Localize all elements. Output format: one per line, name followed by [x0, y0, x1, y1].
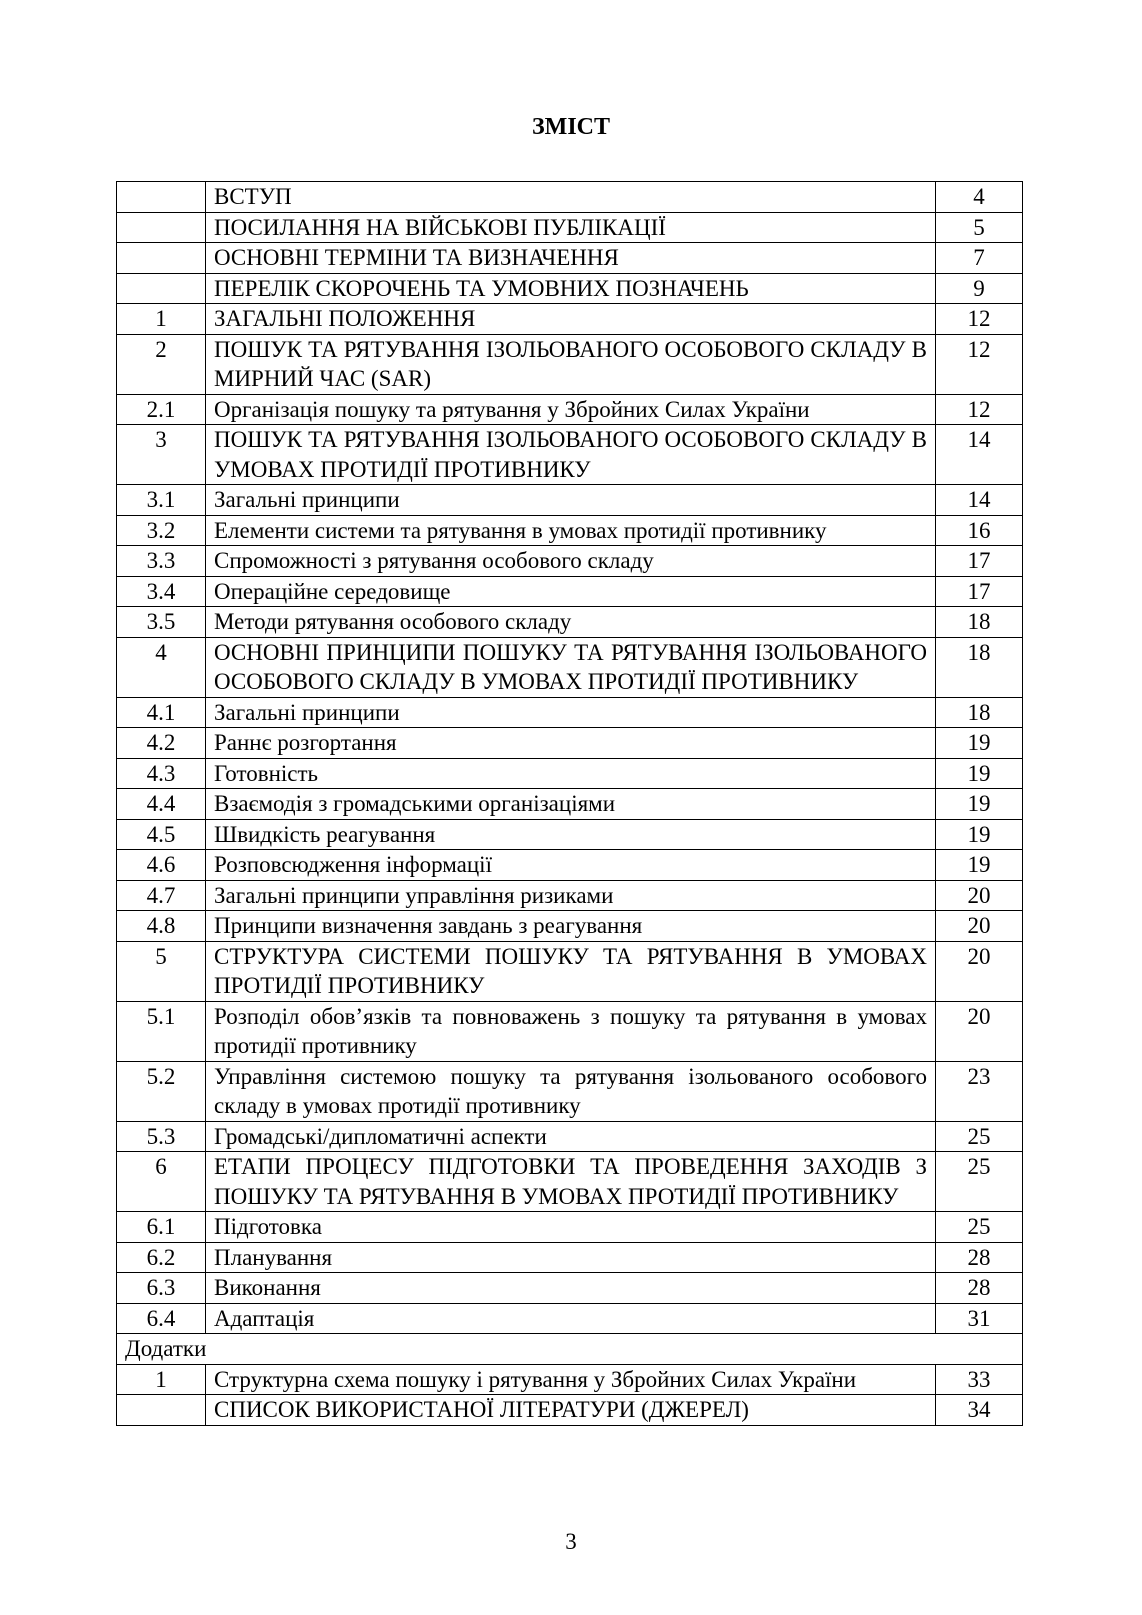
- toc-row: [117, 1212, 1023, 1243]
- entry-number: 4.5: [117, 819, 206, 850]
- entry-page: 25: [936, 1152, 1023, 1212]
- entry-page: 17: [936, 576, 1023, 607]
- entry-title: Принципи визначення завдань з реагування: [206, 911, 936, 942]
- toc-row: [117, 880, 1023, 911]
- entry-title: Загальні принципи: [206, 485, 936, 516]
- entry-page: 12: [936, 394, 1023, 425]
- toc-row: [117, 546, 1023, 577]
- toc-row: [117, 789, 1023, 820]
- entry-page: 19: [936, 819, 1023, 850]
- entry-number: 5: [117, 941, 206, 1001]
- toc-row: [117, 728, 1023, 759]
- entry-page: 18: [936, 697, 1023, 728]
- entry-number: 4.6: [117, 850, 206, 881]
- toc-row: [117, 485, 1023, 516]
- entry-page: 23: [936, 1061, 1023, 1121]
- entry-number: 3: [117, 425, 206, 485]
- entry-number: 4.3: [117, 758, 206, 789]
- entry-page: 19: [936, 850, 1023, 881]
- entry-title: Взаємодія з громадськими організаціями: [206, 789, 936, 820]
- entry-number: 6.2: [117, 1242, 206, 1273]
- entry-page: 7: [936, 243, 1023, 274]
- entry-number: 1: [117, 304, 206, 335]
- entry-title: ПОШУК ТА РЯТУВАННЯ ІЗОЛЬОВАНОГО ОСОБОВОГО СКЛАДУ В МИРНИЙ ЧАС (SAR): [206, 334, 936, 394]
- entry-number: 6.4: [117, 1303, 206, 1334]
- entry-page: 4: [936, 182, 1023, 213]
- toc-row: [117, 334, 1023, 394]
- toc-row: [117, 425, 1023, 485]
- entry-title: Підготовка: [206, 1212, 936, 1243]
- entry-number: 4.7: [117, 880, 206, 911]
- entry-number: 3.2: [117, 515, 206, 546]
- toc-row: [117, 394, 1023, 425]
- entry-number: [117, 273, 206, 304]
- annex-row: [117, 1395, 1023, 1426]
- entry-title: СПИСОК ВИКОРИСТАНОЇ ЛІТЕРАТУРИ (ДЖЕРЕЛ): [206, 1395, 936, 1426]
- entry-title: Методи рятування особового складу: [206, 607, 936, 638]
- entry-page: 20: [936, 1001, 1023, 1061]
- entry-number: 1: [117, 1364, 206, 1395]
- entry-title: Загальні принципи управління ризиками: [206, 880, 936, 911]
- entry-page: 28: [936, 1242, 1023, 1273]
- entry-title: Операційне середовище: [206, 576, 936, 607]
- entry-page: 16: [936, 515, 1023, 546]
- entry-number: 3.3: [117, 546, 206, 577]
- entry-number: 6: [117, 1152, 206, 1212]
- entry-title: Адаптація: [206, 1303, 936, 1334]
- entry-title: ПОШУК ТА РЯТУВАННЯ ІЗОЛЬОВАНОГО ОСОБОВОГО СКЛАДУ В УМОВАХ ПРОТИДІЇ ПРОТИВНИКУ: [206, 425, 936, 485]
- toc-row: [117, 576, 1023, 607]
- toc-row: [117, 1152, 1023, 1212]
- entry-number: 3.5: [117, 607, 206, 638]
- entry-page: 20: [936, 941, 1023, 1001]
- entry-page: 20: [936, 880, 1023, 911]
- entry-page: 12: [936, 304, 1023, 335]
- toc-row: [117, 1061, 1023, 1121]
- entry-page: 19: [936, 728, 1023, 759]
- toc-row: [117, 607, 1023, 638]
- entry-title: ОСНОВНІ ПРИНЦИПИ ПОШУКУ ТА РЯТУВАННЯ ІЗОЛЬОВАНОГО ОСОБОВОГО СКЛАДУ В УМОВАХ ПРОТИДІЇ ПРОТИВНИКУ: [206, 637, 936, 697]
- entry-title: ЕТАПИ ПРОЦЕСУ ПІДГОТОВКИ ТА ПРОВЕДЕННЯ ЗАХОДІВ З ПОШУКУ ТА РЯТУВАННЯ В УМОВАХ ПРОТИДІЇ ПРОТИВНИКУ: [206, 1152, 936, 1212]
- entry-page: 28: [936, 1273, 1023, 1304]
- entry-page: 19: [936, 758, 1023, 789]
- entry-number: [117, 1395, 206, 1426]
- toc-row: [117, 1242, 1023, 1273]
- entry-title: Розповсюдження інформації: [206, 850, 936, 881]
- entry-title: ПОСИЛАННЯ НА ВІЙСЬКОВІ ПУБЛІКАЦІЇ: [206, 212, 936, 243]
- entry-title: Організація пошуку та рятування у Збройних Силах України: [206, 394, 936, 425]
- entry-title: ПЕРЕЛІК СКОРОЧЕНЬ ТА УМОВНИХ ПОЗНАЧЕНЬ: [206, 273, 936, 304]
- entry-number: 5.1: [117, 1001, 206, 1061]
- toc-row: [117, 637, 1023, 697]
- entry-page: 9: [936, 273, 1023, 304]
- entry-number: 2: [117, 334, 206, 394]
- entry-page: 19: [936, 789, 1023, 820]
- page-title: ЗМІСТ: [532, 114, 610, 140]
- entry-title: Елементи системи та рятування в умовах протидії противнику: [206, 515, 936, 546]
- annex-header-row: [117, 1334, 1023, 1365]
- toc-body: [117, 182, 1023, 1426]
- entry-number: [117, 243, 206, 274]
- toc-row: [117, 515, 1023, 546]
- entry-page: 31: [936, 1303, 1023, 1334]
- annex-header: Додатки: [117, 1334, 1023, 1365]
- entry-title: Розподіл обов’язків та повноважень з пошуку та рятування в умовах протидії противнику: [206, 1001, 936, 1061]
- entry-number: 3.1: [117, 485, 206, 516]
- toc-row: [117, 697, 1023, 728]
- entry-page: 18: [936, 637, 1023, 697]
- entry-title: Управління системою пошуку та рятування ізольованого особового складу в умовах протидії противнику: [206, 1061, 936, 1121]
- toc-row: [117, 911, 1023, 942]
- entry-number: 4.1: [117, 697, 206, 728]
- entry-page: 20: [936, 911, 1023, 942]
- entry-page: 14: [936, 425, 1023, 485]
- annex-row: [117, 1364, 1023, 1395]
- entry-number: 6.1: [117, 1212, 206, 1243]
- entry-title: Загальні принципи: [206, 697, 936, 728]
- toc-row: [117, 273, 1023, 304]
- entry-title: Раннє розгортання: [206, 728, 936, 759]
- toc-row: [117, 243, 1023, 274]
- toc-row: [117, 1001, 1023, 1061]
- entry-number: 4.4: [117, 789, 206, 820]
- entry-page: 14: [936, 485, 1023, 516]
- entry-title: Швидкість реагування: [206, 819, 936, 850]
- entry-number: 4.8: [117, 911, 206, 942]
- entry-title: Виконання: [206, 1273, 936, 1304]
- toc-row: [117, 212, 1023, 243]
- entry-title: ВСТУП: [206, 182, 936, 213]
- page-number: 3: [565, 1529, 577, 1554]
- entry-title: Структурна схема пошуку і рятування у Збройних Силах України: [206, 1364, 936, 1395]
- entry-number: 5.3: [117, 1121, 206, 1152]
- entry-number: 4.2: [117, 728, 206, 759]
- toc-row: [117, 304, 1023, 335]
- toc-row: [117, 758, 1023, 789]
- entry-title: Громадські/дипломатичні аспекти: [206, 1121, 936, 1152]
- entry-page: 33: [936, 1364, 1023, 1395]
- entry-number: [117, 212, 206, 243]
- entry-number: 5.2: [117, 1061, 206, 1121]
- entry-title: ЗАГАЛЬНІ ПОЛОЖЕННЯ: [206, 304, 936, 335]
- entry-title: СТРУКТУРА СИСТЕМИ ПОШУКУ ТА РЯТУВАННЯ В УМОВАХ ПРОТИДІЇ ПРОТИВНИКУ: [206, 941, 936, 1001]
- entry-page: 34: [936, 1395, 1023, 1426]
- toc-row: [117, 1273, 1023, 1304]
- entry-title: ОСНОВНІ ТЕРМІНИ ТА ВИЗНАЧЕННЯ: [206, 243, 936, 274]
- entry-title: Планування: [206, 1242, 936, 1273]
- entry-number: 4: [117, 637, 206, 697]
- entry-number: 3.4: [117, 576, 206, 607]
- entry-page: 5: [936, 212, 1023, 243]
- toc-row: [117, 1303, 1023, 1334]
- entry-title: Готовність: [206, 758, 936, 789]
- toc-row: [117, 819, 1023, 850]
- entry-number: 6.3: [117, 1273, 206, 1304]
- entry-page: 18: [936, 607, 1023, 638]
- toc-row: [117, 941, 1023, 1001]
- entry-page: 17: [936, 546, 1023, 577]
- toc-row: [117, 850, 1023, 881]
- entry-page: 25: [936, 1212, 1023, 1243]
- table-of-contents: [116, 181, 1023, 1426]
- entry-page: 25: [936, 1121, 1023, 1152]
- toc-row: [117, 182, 1023, 213]
- entry-number: [117, 182, 206, 213]
- entry-number: 2.1: [117, 394, 206, 425]
- toc-row: [117, 1121, 1023, 1152]
- entry-page: 12: [936, 334, 1023, 394]
- entry-title: Спроможності з рятування особового складу: [206, 546, 936, 577]
